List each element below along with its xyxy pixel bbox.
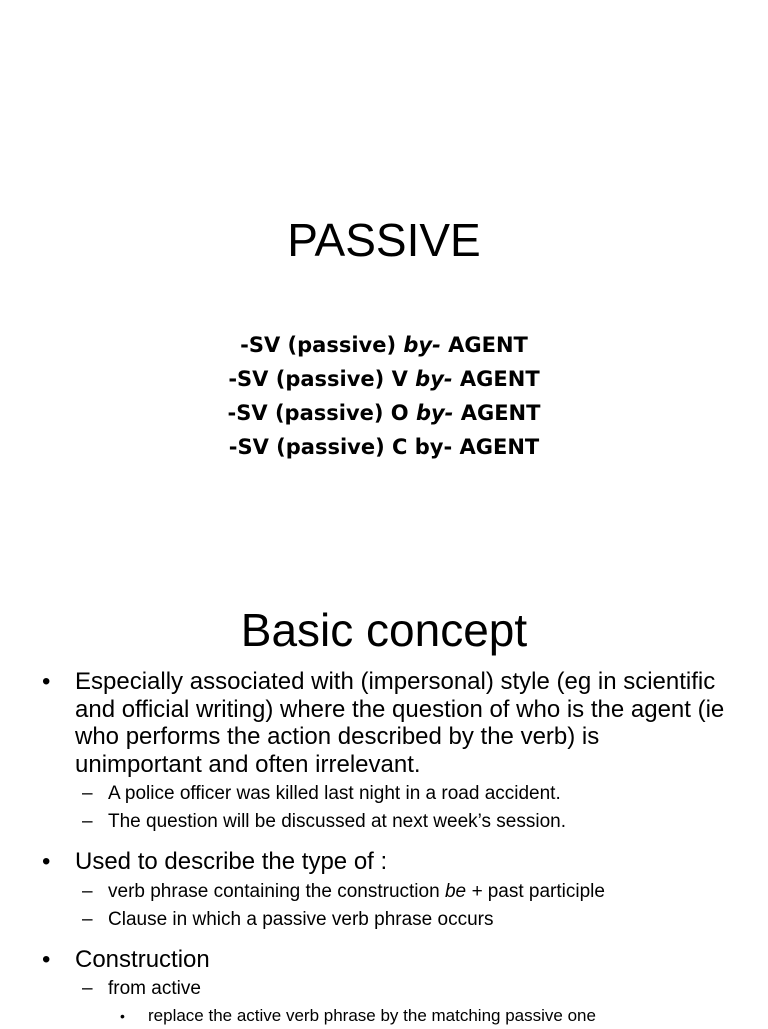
sub-bullet-item	[0, 808, 768, 836]
dash-icon: –	[82, 978, 93, 999]
slide-title-basic-concept: Basic concept	[240, 604, 528, 656]
bullet-text: Construction	[75, 945, 210, 973]
formula-text: -SV (passive) C by- AGENT	[228, 435, 540, 459]
formula-text: -SV (passive)	[240, 333, 404, 357]
sub-bullet-italic: be +	[444, 880, 483, 902]
sub-bullet-item	[0, 780, 768, 808]
formula-text: -SV (passive) O	[227, 401, 416, 425]
dash-icon: –	[82, 811, 93, 832]
sub-bullet-text: A police officer was killed last night in a road accident.	[108, 783, 561, 804]
slide-title-passive: PASSIVE	[287, 214, 481, 266]
formula-list	[0, 328, 768, 464]
sub-sub-bullet-text: replace the active verb phrase by the matching passive one	[148, 1006, 596, 1025]
bullet-text: Used to describe the type of :	[75, 848, 388, 875]
formula-agent: AGENT	[453, 401, 541, 425]
sub-bullet-text: past participle	[482, 880, 605, 902]
sub-bullet-item	[0, 975, 768, 1003]
formula-agent: AGENT	[440, 333, 528, 357]
formula-by: by-	[415, 401, 454, 425]
bullet-icon: •	[42, 945, 51, 973]
sub-bullet-item	[0, 878, 768, 906]
sub-sub-bullet-item	[0, 1003, 768, 1029]
formula-by: by-	[403, 333, 441, 357]
formula-line	[0, 430, 768, 464]
sub-bullet-text: from active	[108, 978, 201, 999]
sub-bullet-text: The question will be discussed at next week’s session.	[108, 811, 567, 832]
formula-by: by-	[415, 367, 453, 391]
dash-icon: –	[82, 880, 93, 902]
dash-icon: –	[82, 908, 93, 930]
bullet-icon: •	[42, 848, 51, 875]
bullet-icon: •	[42, 668, 51, 695]
bullet-item	[0, 848, 768, 876]
sub-bullet-text: verb phrase containing the construction	[108, 880, 445, 902]
sub-bullet-item	[0, 906, 768, 934]
formula-text: -SV (passive) V	[228, 367, 416, 391]
sub-bullet-text: Clause in which a passive verb phrase occurs	[108, 908, 494, 930]
formula-line	[0, 362, 768, 396]
dash-icon: –	[82, 783, 93, 804]
formula-agent: AGENT	[452, 367, 540, 391]
bullet-item	[0, 668, 768, 778]
bullet-list	[0, 668, 768, 1029]
formula-line	[0, 328, 768, 362]
bullet-text: Especially associated with (impersonal) style (eg in scientific and official writing) where the question of who is the agent (ie who performs the action described by the verb) is unimportant and often irrelevant.	[75, 668, 725, 778]
formula-line	[0, 396, 768, 430]
bullet-icon: •	[120, 1008, 125, 1024]
bullet-item	[0, 946, 768, 974]
